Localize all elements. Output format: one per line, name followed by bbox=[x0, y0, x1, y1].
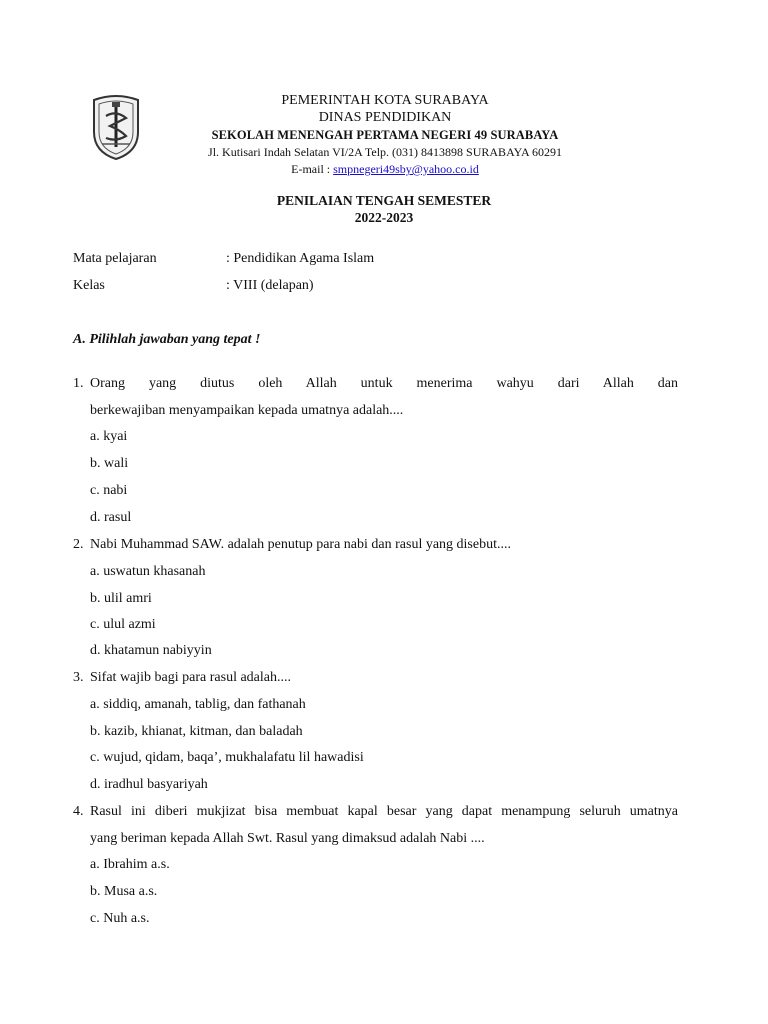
question-text-line: Sifat wajib bagi para rasul adalah.... bbox=[90, 670, 291, 685]
question-text-line: Nabi Muhammad SAW. adalah penutup para nabi dan rasul yang disebut.... bbox=[90, 537, 511, 552]
question-text-line: Rasul ini diberi mukjizat bisa membuat kapal besar yang dapat menampung seluruh umatnya bbox=[90, 804, 678, 819]
option-item: c. wujud, qidam, baqa’, mukhalafatu lil hawadisi bbox=[90, 750, 364, 765]
surabaya-emblem-icon bbox=[90, 92, 142, 160]
class-value: : VIII (delapan) bbox=[226, 278, 314, 293]
school-name: SEKOLAH MENENGAH PERTAMA NEGERI 49 SURABAYA bbox=[211, 128, 559, 142]
question-text-line: berkewajiban menyampaikan kepada umatnya adalah.... bbox=[90, 403, 404, 418]
section-heading: A. Pilihlah jawaban yang tepat ! bbox=[73, 332, 261, 347]
option-item: d. iradhul basyariyah bbox=[90, 777, 208, 792]
email-label: E-mail : bbox=[291, 162, 334, 176]
option-item: a. uswatun khasanah bbox=[90, 564, 206, 579]
option-item: c. Nuh a.s. bbox=[90, 911, 150, 926]
option-item: c. ulul azmi bbox=[90, 617, 156, 632]
option-item: b. ulil amri bbox=[90, 591, 152, 606]
question-text-line: Orang yang diutus oleh Allah untuk menerima wahyu dari Allah dan bbox=[90, 376, 678, 391]
email-link[interactable]: smpnegeri49sby@yahoo.co.id bbox=[333, 162, 479, 176]
option-item: b. wali bbox=[90, 456, 129, 471]
option-item: a. Ibrahim a.s. bbox=[90, 857, 170, 872]
option-item: c. nabi bbox=[90, 483, 128, 498]
question-number: 3. bbox=[73, 670, 84, 685]
option-item: d. rasul bbox=[90, 510, 132, 525]
question-text-line: yang beriman kepada Allah Swt. Rasul yang dimaksud adalah Nabi .... bbox=[90, 831, 485, 846]
option-item: b. kazib, khianat, kitman, dan baladah bbox=[90, 724, 303, 739]
class-label: Kelas bbox=[73, 278, 105, 293]
school-address: Jl. Kutisari Indah Selatan VI/2A Telp. (031) 8413898 SURABAYA 60291 bbox=[208, 145, 562, 159]
option-item: b. Musa a.s. bbox=[90, 884, 158, 899]
subject-label: Mata pelajaran bbox=[73, 251, 157, 266]
question-number: 1. bbox=[73, 376, 84, 391]
option-item: a. kyai bbox=[90, 429, 128, 444]
school-email-line bbox=[190, 162, 580, 177]
option-item: a. siddiq, amanah, tablig, dan fathanah bbox=[90, 697, 306, 712]
subject-value: : Pendidikan Agama Islam bbox=[226, 251, 375, 266]
exam-year: 2022-2023 bbox=[354, 210, 414, 225]
question-number: 4. bbox=[73, 804, 84, 819]
agency-name: DINAS PENDIDIKAN bbox=[318, 110, 452, 125]
government-name: PEMERINTAH KOTA SURABAYA bbox=[281, 93, 489, 108]
exam-title: PENILAIAN TENGAH SEMESTER bbox=[276, 193, 492, 208]
option-item: d. khatamun nabiyyin bbox=[90, 643, 212, 658]
question-number: 2. bbox=[73, 537, 84, 552]
